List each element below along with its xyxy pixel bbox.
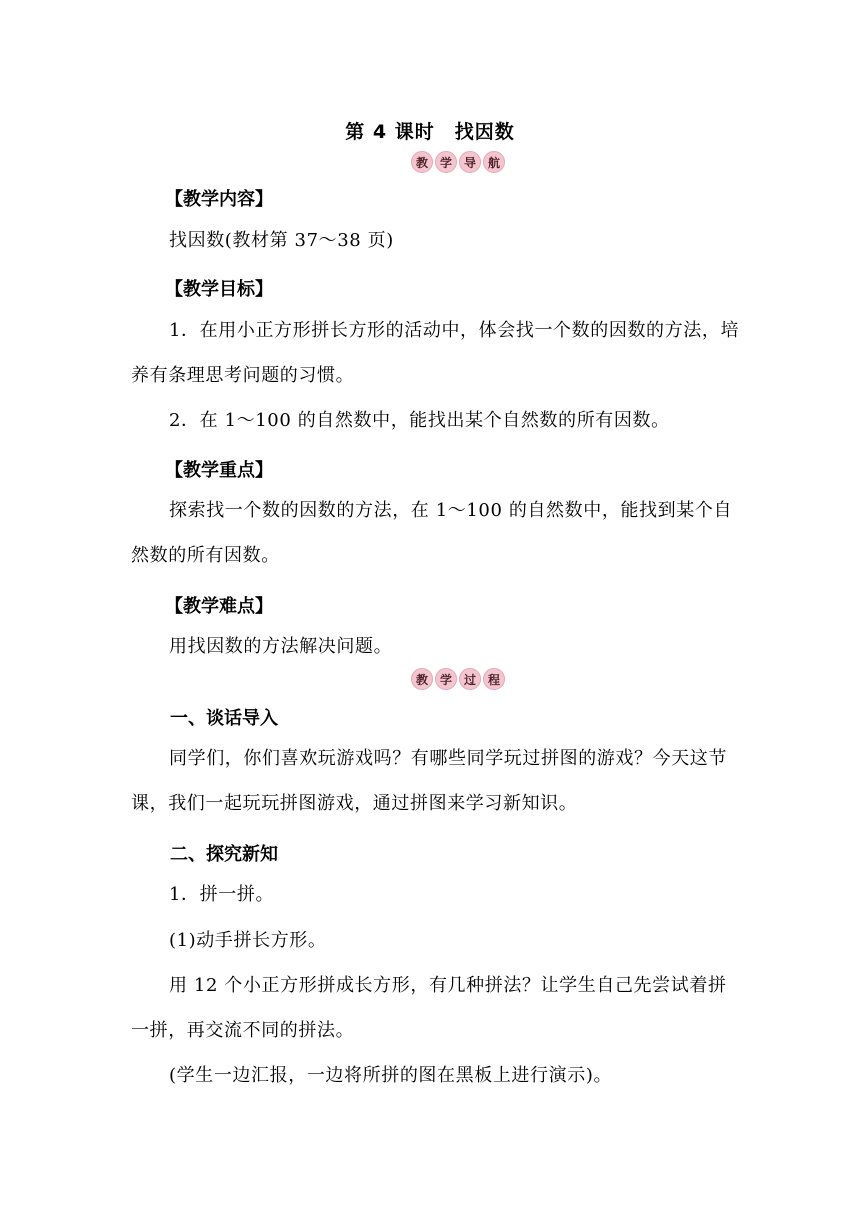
heading-teaching-content: 【教学内容】 xyxy=(165,189,273,210)
text-step-note: (学生一边汇报，一边将所拼的图在黑板上进行演示)。 xyxy=(169,1065,613,1086)
badge-teaching-guide xyxy=(411,151,505,173)
text-teaching-content: 找因数(教材第 37～38 页) xyxy=(169,230,394,251)
badge-teaching-process xyxy=(411,668,505,690)
text-goal-1: 1．在用小正方形拼长方形的活动中，体会找一个数的因数的方法，培养有条理思考问题的习惯。 xyxy=(131,320,740,386)
heading-key-points: 【教学重点】 xyxy=(165,460,273,481)
text-key-points: 探索找一个数的因数的方法，在 1～100 的自然数中，能找到某个自然数的所有因数。 xyxy=(131,500,733,566)
badge-char: 过 xyxy=(459,668,481,690)
text-part-1: 同学们，你们喜欢玩游戏吗？有哪些同学玩过拼图的游戏？今天这节课，我们一起玩玩拼图游戏，通过拼图来学习新知识。 xyxy=(131,748,727,814)
badge-char: 航 xyxy=(483,151,505,173)
lesson-title: 第 4 课时 找因数 xyxy=(345,121,515,143)
heading-teaching-goals: 【教学目标】 xyxy=(165,279,273,300)
badge-char: 教 xyxy=(411,151,433,173)
text-goal-2: 2．在 1～100 的自然数中，能找出某个自然数的所有因数。 xyxy=(169,410,670,431)
badge-char: 学 xyxy=(435,151,457,173)
text-step-description: 用 12 个小正方形拼成长方形，有几种拼法？让学生自己先尝试着拼一拼，再交流不同的拼法。 xyxy=(131,975,727,1041)
badge-char: 导 xyxy=(459,151,481,173)
badge-char: 教 xyxy=(411,668,433,690)
text-difficulties: 用找因数的方法解决问题。 xyxy=(169,636,393,657)
heading-part-1: 一、谈话导入 xyxy=(170,708,278,729)
heading-difficulties: 【教学难点】 xyxy=(165,596,273,617)
heading-part-2: 二、探究新知 xyxy=(170,844,278,865)
badge-char: 学 xyxy=(435,668,457,690)
text-step-1: 1．拼一拼。 xyxy=(169,884,275,905)
badge-char: 程 xyxy=(483,668,505,690)
text-step-1-1: (1)动手拼长方形。 xyxy=(169,930,327,951)
